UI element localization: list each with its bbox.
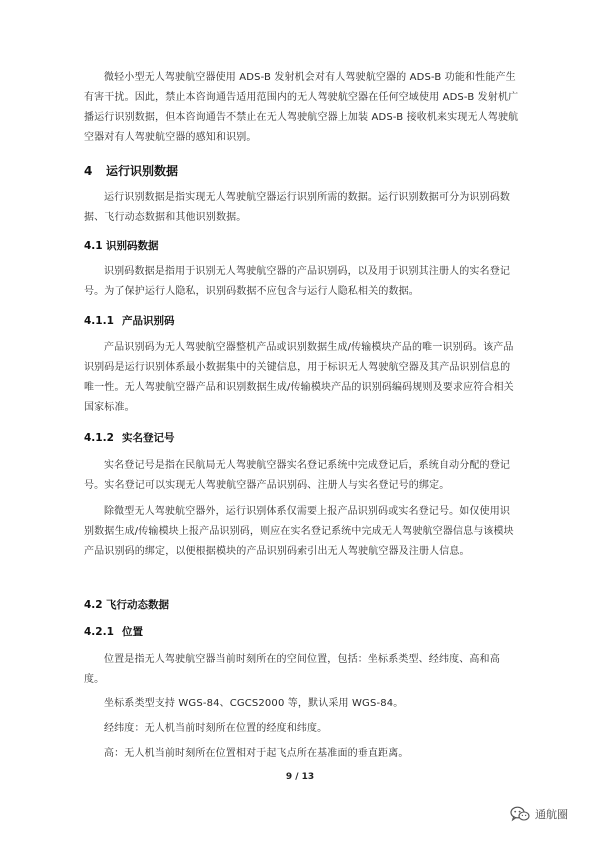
paragraph-4: 运行识别数据是指实现无人驾驶航空器运行识别所需的数据。运行识别数据可分为识别码数据、飞行动态数据和其他识别数据。 — [84, 192, 510, 223]
heading-title: 位置 — [122, 626, 143, 638]
heading-number: 4 — [84, 164, 93, 178]
heading-4-2 — [84, 597, 169, 612]
paragraph-4-1-2-b: 除微型无人驾驶航空器外，运行识别体系仅需要上报产品识别码或实名登记号。如仅使用识别数据生成/传输模块上报产品识别码，则应在实名登记系统中完成无人驾驶航空器信息与该模块产品识别码的绑定，以便根据模块的产品识别码索引出无人驾驶航空器及注册人信息。 — [84, 506, 514, 557]
heading-number: 4.1 — [84, 240, 103, 252]
heading-4-1-1 — [84, 313, 175, 328]
watermark — [510, 804, 568, 824]
heading-4-2-1 — [84, 624, 143, 639]
paragraph-4-2-1-a: 位置是指无人驾驶航空器当前时刻所在的空间位置，包括：坐标系类型、经纬度、高和高度。 — [84, 654, 500, 685]
heading-number: 4.2.1 — [84, 626, 114, 638]
paragraph-4-2-1-c: 经纬度：无人机当前时刻所在位置的经度和纬度。 — [104, 723, 328, 734]
paragraph-4-1-1: 产品识别码为无人驾驶航空器整机产品或识别数据生成/传输模块产品的唯一识别码。该产品识别码是运行识别体系最小数据集中的关键信息，用于标识无人驾驶航空器及其产品识别信息的唯一性。无人驾驶航空器产品和识别数据生成/传输模块产品的识别码编码规则及要求应符合相关国家标准。 — [84, 342, 514, 413]
paragraph-4-2-1-d: 高：无人机当前时刻所在位置相对于起飞点所在基准面的垂直距离。 — [104, 748, 409, 759]
heading-number: 4.1.2 — [84, 432, 114, 444]
paragraph-4-2-1-b: 坐标系类型支持 WGS-84、CGCS2000 等，默认采用 WGS-84。 — [104, 698, 404, 709]
heading-4 — [84, 162, 178, 179]
watermark-text: 通航圈 — [535, 808, 568, 821]
page-number: 9 / 13 — [285, 772, 315, 782]
heading-title: 运行识别数据 — [106, 164, 179, 178]
wechat-icon — [510, 806, 530, 822]
heading-4-1 — [84, 238, 159, 253]
heading-4-1-2 — [84, 430, 175, 445]
heading-number: 4.1.1 — [84, 315, 114, 327]
heading-title: 实名登记号 — [122, 432, 175, 444]
paragraph-4-1: 识别码数据是指用于识别无人驾驶航空器的产品识别码，以及用于识别其注册人的实名登记号。为了保护运行人隐私，识别码数据不应包含与运行人隐私相关的数据。 — [84, 266, 510, 297]
heading-number: 4.2 — [84, 599, 103, 611]
paragraph-intro: 微轻小型无人驾驶航空器使用 ADS-B 发射机会对有人驾驶航空器的 ADS-B 功能和性能产生有害干扰。因此，禁止本咨询通告适用范围内的无人驾驶航空器在任何空域使用 ADS-B 发射机广播运行识别数据，但本咨询通告不禁止在无人驾驶航空器上加装 ADS-B 接收机来实现无人驾驶航空器对有人驾驶航空器的感知和识别。 — [84, 72, 519, 143]
heading-title: 识别码数据 — [106, 240, 159, 252]
heading-title: 飞行动态数据 — [106, 599, 169, 611]
heading-title: 产品识别码 — [122, 315, 175, 327]
paragraph-4-1-2-a: 实名登记号是指在民航局无人驾驶航空器实名登记系统中完成登记后，系统自动分配的登记号。实名登记可以实现无人驾驶航空器产品识别码、注册人与实名登记号的绑定。 — [84, 460, 510, 491]
